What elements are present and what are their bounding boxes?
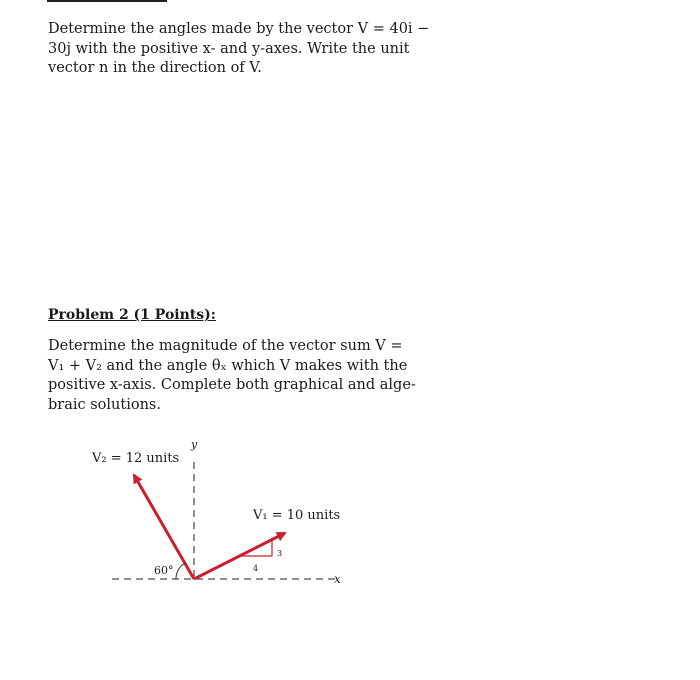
problem-2-line: positive x-axis. Complete both graphical and alge- bbox=[48, 377, 416, 393]
v1-label: V₁ = 10 units bbox=[253, 508, 341, 523]
problem-1-line: 30j with the positive x- and y-axes. Write the unit bbox=[48, 40, 410, 57]
x-axis-label: x bbox=[334, 572, 341, 586]
problem-1-line: Determine the angles made by the vector V = 40i − bbox=[48, 21, 430, 37]
angle-label: 60° bbox=[154, 564, 174, 577]
y-axis-label: y bbox=[191, 438, 198, 451]
problem-2-line: V₁ + V₂ and the angle θₓ which V makes with the bbox=[48, 357, 408, 374]
problem-2-heading: Problem 2 (1 Points): bbox=[48, 307, 216, 323]
slope-rise-label: 3 bbox=[277, 549, 283, 558]
angle-arc bbox=[176, 563, 185, 579]
problem-1-line: vector n in the direction of V. bbox=[48, 60, 262, 76]
problem-2-line: Determine the magnitude of the vector sum V = bbox=[48, 338, 403, 354]
problem-2-line: braic solutions. bbox=[48, 396, 161, 413]
slope-run-label: 4 bbox=[253, 564, 259, 573]
v2-label: V₂ = 12 units bbox=[92, 451, 180, 466]
